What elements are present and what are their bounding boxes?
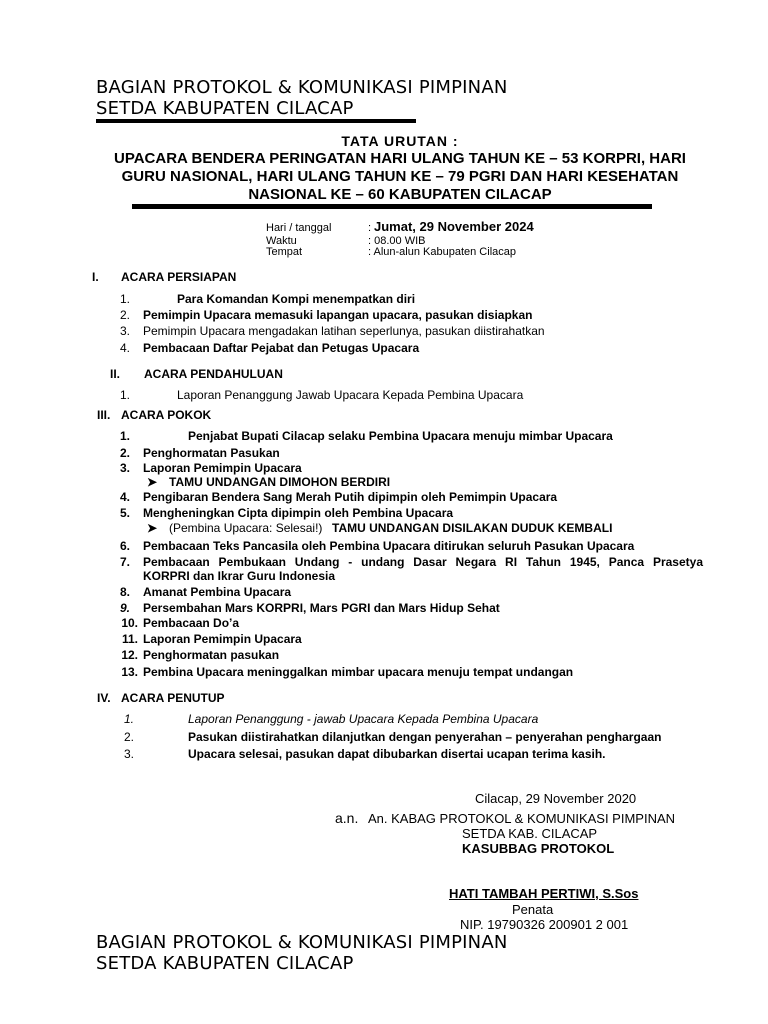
s3-sub-3-arrow-icon: ➤ [147,475,158,489]
s3-item-7-cont: KORPRI dan Ikrar Guru Indonesia [143,569,336,583]
s3-item-12-num: 12. [121,648,138,662]
title-label: TATA URUTAN : [341,133,459,149]
section-2-title: ACARA PENDAHULUAN [144,367,283,381]
info-time-label: Waktu [266,235,297,247]
s1-item-4: Pembacaan Daftar Pejabat dan Petugas Upacara [143,341,420,355]
title-line-1: UPACARA BENDERA PERINGATAN HARI ULANG TAHUN KE – 53 KORPRI, HARI [114,150,686,167]
footer-line-2: SETDA KABUPATEN CILACAP [96,953,354,974]
s3-item-2-num: 2. [119,446,130,460]
s3-item-1-num: 1. [119,429,130,443]
s1-item-3-num: 3. [119,324,130,338]
section-1-title: ACARA PERSIAPAN [121,270,237,284]
s4-item-2 [188,730,661,744]
footer-line-1: BAGIAN PROTOKOL & KOMUNIKASI PIMPINAN [96,932,508,953]
sign-name: HATI TAMBAH PERTIWI, S.Sos [449,886,639,901]
s4-item-3-num: 3. [123,747,134,761]
s1-item-1-num: 1. [119,292,130,306]
info-place-value: : Alun-alun Kabupaten Cilacap [368,246,516,258]
s3-item-5-num: 5. [119,506,130,520]
title-rule [132,204,652,209]
s1-item-2: Pemimpin Upacara memasuki lapangan upacara, pasukan disiapkan [143,308,533,322]
s3-item-7-num: 7. [119,555,130,569]
info-date-sep: : [368,222,372,234]
s4-item-1: Laporan Penanggung - jawab Upacara Kepada Pembina Upacara [188,712,539,726]
s4-item-2-num: 2. [123,730,134,744]
s3-item-12: Penghormatan pasukan [143,648,280,662]
s3-sub-5-arrow-icon: ➤ [147,521,158,535]
s1-item-3: Pemimpin Upacara mengadakan latihan seperlunya, pasukan diistirahatkan [143,324,545,338]
s3-item-13: Pembina Upacara meninggalkan mimbar upacara menuju tempat undangan [143,665,574,679]
s3-item-13-num: 13. [121,665,138,679]
title-line-3: NASIONAL KE – 60 KABUPATEN CILACAP [248,186,552,203]
s3-item-3-num: 3. [119,461,130,475]
section-3-title: ACARA POKOK [121,408,212,422]
s2-item-1-num: 1. [119,388,130,402]
sign-an-prefix: a.n. [335,810,359,826]
header-underline [96,119,416,123]
sign-nip: NIP. 19790326 200901 2 001 [460,917,629,932]
s3-item-8-num: 8. [119,585,130,599]
s3-item-4: Pengibaran Bendera Sang Merah Putih dipimpin oleh Pemimpin Upacara [143,490,558,504]
header-line-1: BAGIAN PROTOKOL & KOMUNIKASI PIMPINAN [96,77,508,98]
section-4-numeral: IV. [97,691,111,705]
s3-item-9-num: 9. [119,601,130,615]
header-line-2: SETDA KABUPATEN CILACAP [96,98,354,119]
section-1-numeral: I. [92,270,99,284]
s3-item-10: Pembacaan Do’a [143,616,240,630]
s3-item-8: Amanat Pembina Upacara [143,585,292,599]
s3-item-11: Laporan Pemimpin Upacara [143,632,302,646]
sign-place-date: Cilacap, 29 November 2020 [475,791,637,806]
s3-item-9: Persembahan Mars KORPRI, Mars PGRI dan Mars Hidup Sehat [143,601,500,615]
s3-item-5: Mengheningkan Cipta dipimpin oleh Pembina Upacara [143,506,454,520]
s3-item-11-num: 11. [121,632,138,646]
title-line-2: GURU NASIONAL, HARI ULANG TAHUN KE – 79 PGRI DAN HARI KESEHATAN [121,168,679,185]
s3-item-6: Pembacaan Teks Pancasila oleh Pembina Upacara ditirukan seluruh Pasukan Upacara [143,539,635,553]
s4-item-2-main: Pasukan diistirahatkan dilanjutkan dengan penyerahan [188,730,503,744]
section-3-numeral: III. [97,408,111,422]
s3-sub-5-bold: TAMU UNDANGAN DISILAKAN DUDUK KEMBALI [332,521,613,535]
s3-item-1: Penjabat Bupati Cilacap selaku Pembina Upacara menuju mimbar Upacara [188,429,613,443]
info-place-label: Tempat [266,246,303,258]
sign-org: SETDA KAB. CILACAP [462,826,598,841]
section-4-title: ACARA PENUTUP [121,691,225,705]
s3-item-7: Pembacaan Pembukaan Undang - undang Dasar Negara RI Tahun 1945, Panca Prasetya [143,555,703,569]
s3-item-3: Laporan Pemimpin Upacara [143,461,302,475]
s4-item-3: Upacara selesai, pasukan dapat dibubarkan disertai ucapan terima kasih. [188,747,606,761]
s1-item-2-num: 2. [119,308,130,322]
s2-item-1: Laporan Penanggung Jawab Upacara Kepada Pembina Upacara [177,388,524,402]
s4-item-2-tail: – penyerahan penghargaan [502,730,662,744]
s1-item-1: Para Komandan Kompi menempatkan diri [177,292,416,306]
s3-item-2: Penghormatan Pasukan [143,446,280,460]
sign-rank: Penata [512,902,554,917]
s3-sub-5-plain: (Pembina Upacara: Selesai!) [169,521,323,535]
info-date-value: Jumat, 29 November 2024 [374,219,534,234]
s3-item-10-num: 10. [121,616,138,630]
s1-item-4-num: 4. [119,341,130,355]
s4-item-1-num: 1. [123,712,134,726]
section-2-numeral: II. [110,367,121,381]
info-time-value: : 08.00 WIB [368,235,426,247]
sign-an-text: An. KABAG PROTOKOL & KOMUNIKASI PIMPINAN [368,811,676,826]
s3-item-4-num: 4. [119,490,130,504]
info-date-label: Hari / tanggal [266,222,332,234]
s3-sub-3: TAMU UNDANGAN DIMOHON BERDIRI [169,475,391,489]
sign-role: KASUBBAG PROTOKOL [462,841,615,856]
s3-item-6-num: 6. [119,539,130,553]
